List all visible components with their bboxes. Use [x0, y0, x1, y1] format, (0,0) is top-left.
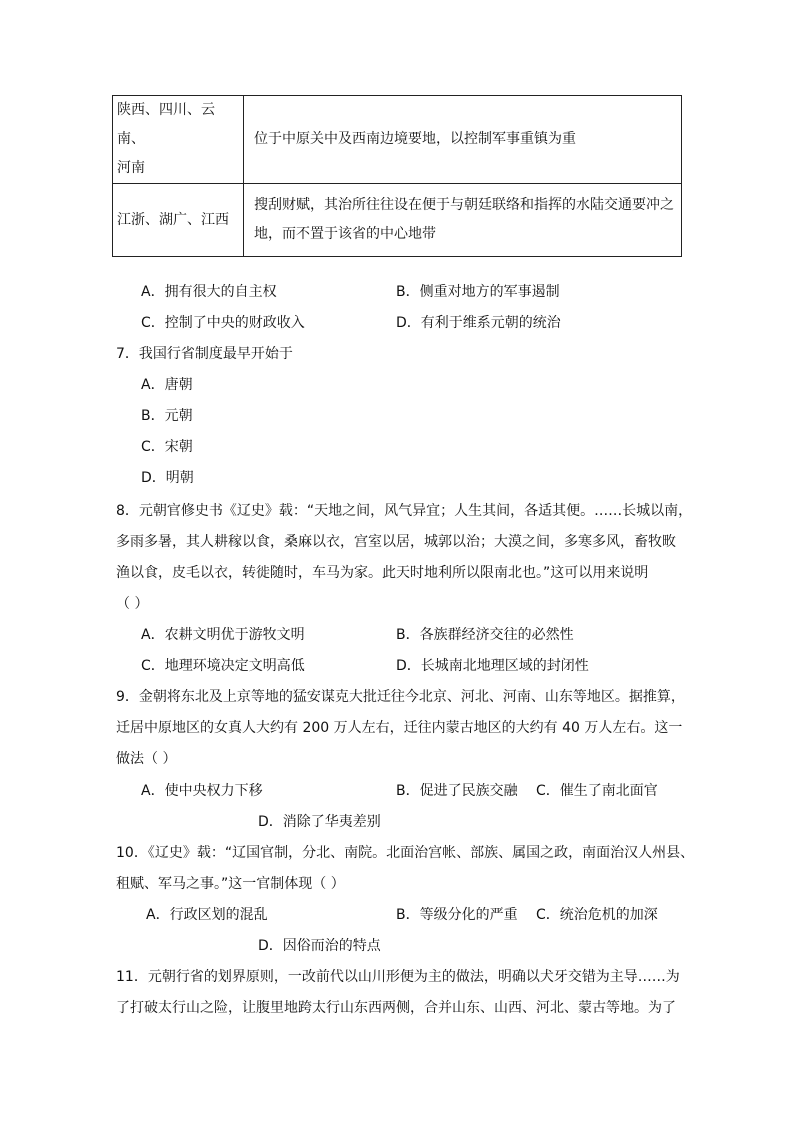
table-row — [113, 184, 682, 257]
q8-stem: 渔以食，皮毛以衣，转徙随时，车马为家。此天时地利所以限南北也。”这可以用来说明 — [116, 565, 649, 581]
q7-option-a[interactable]: A．唐朝 — [141, 377, 193, 393]
q8-option-a[interactable]: A．农耕文明优于游牧文明 — [141, 627, 305, 643]
q10-option-d[interactable]: D．因俗而治的特点 — [258, 938, 381, 954]
q6-option-c[interactable]: C．控制了中央的财政收入 — [141, 315, 305, 331]
table-cell-description — [244, 184, 682, 257]
q11-stem: 11．元朝行省的划界原则，一改前代以山川形便为主的做法，明确以犬牙交错为主导……为 — [116, 969, 680, 985]
q8-stem: 8．元朝官修史书《辽史》载：“天地之间，风气异宜；人生其间，各适其便。……长城以南， — [116, 503, 693, 519]
q10-stem: 租赋、军马之事。”这一官制体现（ ） — [116, 876, 345, 892]
q8-option-c[interactable]: C．地理环境决定文明高低 — [141, 658, 305, 674]
description-text: 地，而不置于该省的中心地带 — [254, 226, 436, 242]
province-table — [112, 95, 682, 257]
q10-stem: 10．《辽史》载：“辽国官制，分北、南院。北面治宫帐、部族、属国之政，南面治汉人州县、 — [116, 845, 695, 861]
q9-stem: 迁居中原地区的女真人大约有 200 万人左右，迁往内蒙古地区的大约有 40 万人左右。这一 — [116, 720, 683, 736]
region-text: 陕西、四川、云南、 — [117, 102, 215, 147]
q8-answer-blank: （ ） — [116, 596, 149, 612]
q7-option-d[interactable]: D．明朝 — [141, 470, 194, 486]
q10-option-c[interactable]: C．统治危机的加深 — [536, 907, 658, 923]
q9-option-a[interactable]: A．使中央权力下移 — [141, 783, 263, 799]
description-text: 位于中原关中及西南边境要地，以控制军事重镇为重 — [254, 131, 576, 147]
q8-stem: 多雨多暑，其人耕稼以食，桑麻以衣，宫室以居，城郭以治；大漠之间，多寒多风，畜牧畋 — [116, 534, 676, 550]
q10-option-a[interactable]: A．行政区划的混乱 — [146, 907, 268, 923]
q10-option-b[interactable]: B．等级分化的严重 — [396, 907, 518, 923]
q8-option-b[interactable]: B．各族群经济交往的必然性 — [396, 627, 574, 643]
q9-option-c[interactable]: C．催生了南北面官 — [536, 783, 658, 799]
q9-stem: 9．金朝将东北及上京等地的猛安谋克大批迁往今北京、河北、河南、山东等地区。据推算， — [116, 689, 685, 705]
q7-option-c[interactable]: C．宋朝 — [141, 439, 193, 455]
q6-option-a[interactable]: A．拥有很大的自主权 — [141, 284, 277, 300]
q9-option-b[interactable]: B．促进了民族交融 — [396, 783, 518, 799]
q7-option-b[interactable]: B．元朝 — [141, 408, 193, 424]
q11-stem: 了打破太行山之险，让腹里地跨太行山东西两侧，合并山东、山西、河北、蒙古等地。为了 — [116, 1000, 676, 1016]
table-cell-region — [113, 184, 244, 257]
q6-option-b[interactable]: B．侧重对地方的军事遏制 — [396, 284, 560, 300]
region-text: 河南 — [117, 160, 145, 176]
q8-option-d[interactable]: D．长城南北地理区域的封闭性 — [396, 658, 589, 674]
table-cell-description — [244, 96, 682, 184]
q9-stem: 做法（ ） — [116, 751, 177, 767]
q9-option-d[interactable]: D．消除了华夷差别 — [258, 814, 381, 830]
table-cell-region — [113, 96, 244, 184]
region-text: 江浙、湖广、江西 — [117, 211, 229, 228]
q7-stem: 7．我国行省制度最早开始于 — [116, 346, 293, 362]
table-row — [113, 96, 682, 184]
description-text: 搜刮财赋，其治所往往设在便于与朝廷联络和指挥的水陆交通要冲之 — [254, 197, 674, 213]
q6-option-d[interactable]: D．有利于维系元朝的统治 — [396, 315, 561, 331]
